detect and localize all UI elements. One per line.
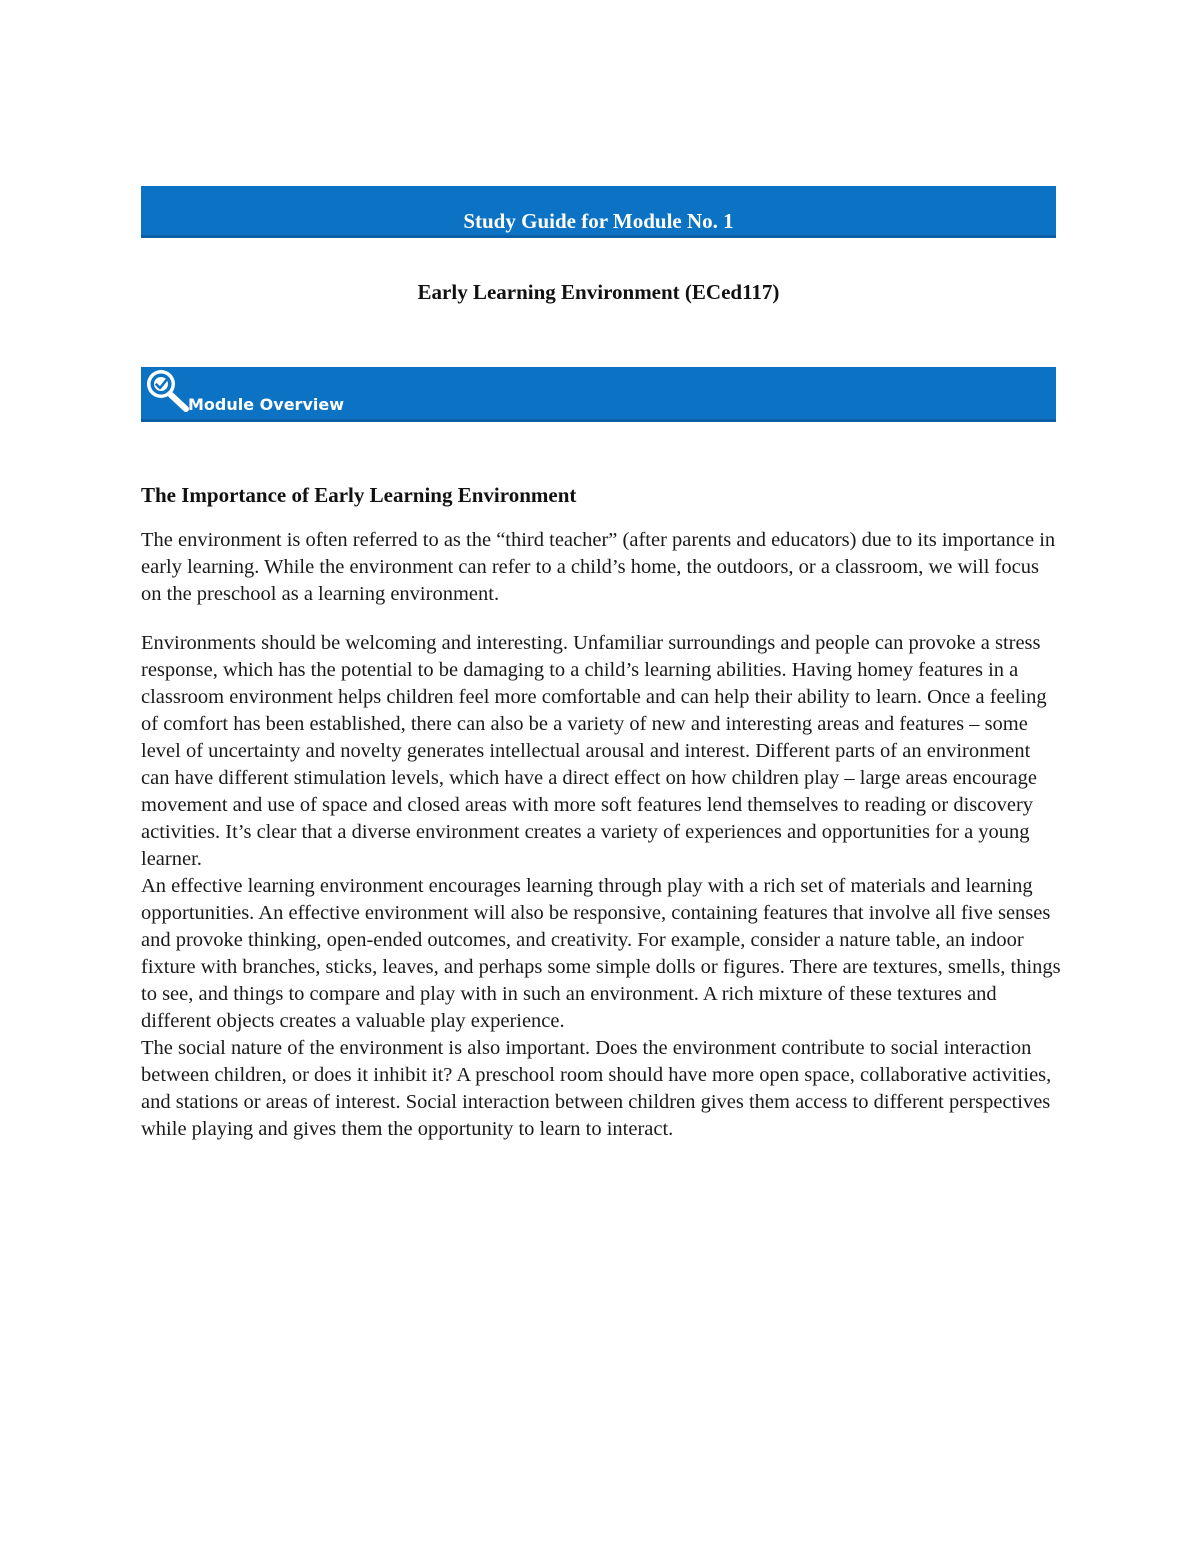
paragraph: Environments should be welcoming and interesting. Unfamiliar surroundings and people can provoke a stress response, which has the potential to be damaging to a child’s learning abilities. Having homey features in a classroom environment helps children feel more comfortable and can help their ability to learn. Once a feeling of comfort has been established, there can also be a variety of new and interesting areas and features – some level of uncertainty and novelty generates intellectual arousal and interest. Different parts of an environment can have different stimulation levels, which have a direct effect on how children play – large areas encourage movement and use of space and closed areas with more soft features lend themselves to reading or discovery activities. It’s clear that a diverse environment creates a variety of experiences and opportunities for a young learner.	[141, 632, 1047, 870]
magnifier-icon	[144, 367, 192, 417]
module-overview-banner	[141, 367, 1056, 422]
paragraph: An effective learning environment encourages learning through play with a rich set of materials and learning opportunities. An effective environment will also be responsive, containing features that involve all five senses and provoke thinking, open-ended outcomes, and creativity. For example, consider a nature table, an indoor fixture with branches, sticks, leaves, and perhaps some simple dolls or figures. There are textures, smells, things to see, and things to compare and play with in such an environment. A rich mixture of these textures and different objects creates a valuable play experience.	[141, 875, 1061, 1032]
module-overview-label: Module Overview	[188, 395, 344, 414]
section-heading: The Importance of Early Learning Environment	[141, 483, 577, 507]
study-guide-banner	[141, 186, 1056, 238]
course-title: Early Learning Environment (ECed117)	[417, 280, 780, 304]
paragraph: The environment is often referred to as the “third teacher” (after parents and educators) due to its importance in early learning. While the environment can refer to a child’s home, the outdoors, or a classroom, we will focus on the preschool as a learning environment.	[141, 529, 1056, 605]
body-paragraph-group	[141, 630, 1061, 1143]
study-guide-title: Study Guide for Module No. 1	[463, 209, 734, 233]
body-paragraph-intro	[141, 527, 1061, 608]
paragraph: The social nature of the environment is also important. Does the environment contribute to social interaction between children, or does it inhibit it? A preschool room should have more open space, collaborative activities, and stations or areas of interest. Social interaction between children gives them access to different perspectives while playing and gives them the opportunity to learn to interact.	[141, 1037, 1052, 1140]
